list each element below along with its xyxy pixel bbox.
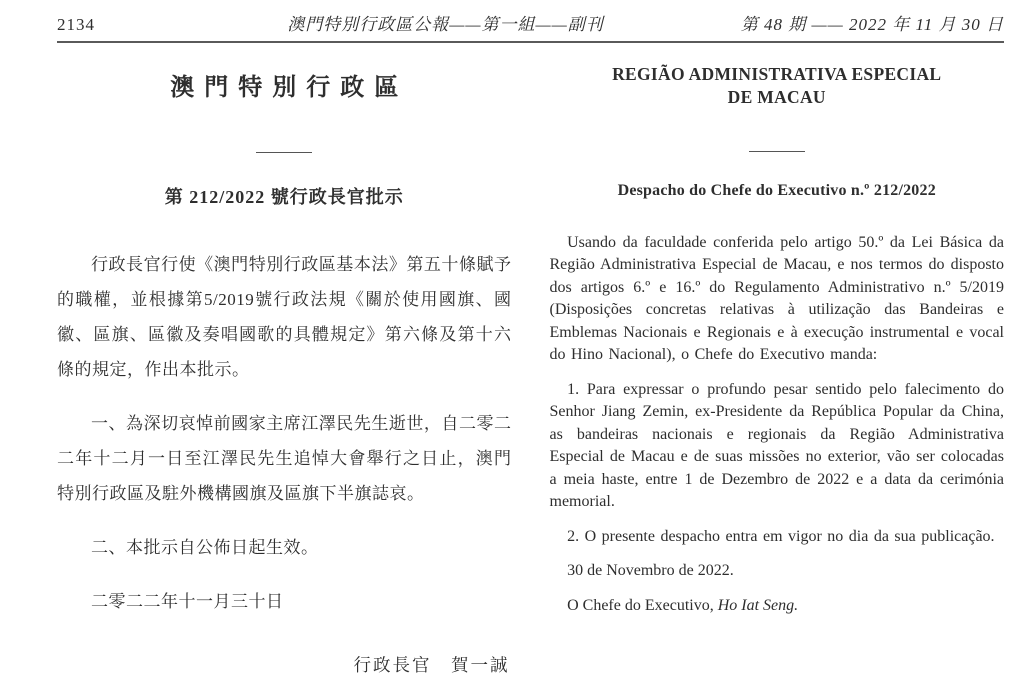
signature-role: O Chefe do Executivo, — [567, 596, 718, 614]
portuguese-column — [550, 59, 1005, 677]
document-date-zh: 二零二二年十一月三十日 — [91, 592, 284, 611]
order-heading-pt: Despacho do Chefe do Executivo n.º 212/2022 — [617, 181, 936, 199]
section-divider — [749, 151, 805, 152]
region-title-pt-line2: DE MACAU — [727, 86, 826, 107]
paragraph: Usando da faculdade conferida pelo artigo 50.º da Lei Básica da Região Administrativa Especial de Macau, e nos termos do disposto dos artigos 6.º e 16.º do Regulamento Administrativo n.º 5/2019 (Disposições concretas relativas à utilização das Bandeiras e Emblemas Nacionais e Regionais e à execução instrumental e vocal do Hino Nacional), o Chefe do Executivo manda: — [549, 233, 1004, 363]
page-header — [57, 10, 1004, 39]
document-date-pt: 30 de Novembro de 2022. — [567, 562, 734, 579]
paragraph: 2. O presente despacho entra em vigor no dia da sua publicação. — [567, 527, 995, 545]
signature-pt — [550, 595, 1005, 618]
header-rule — [57, 41, 1004, 43]
paragraph: 一、為深切哀悼前國家主席江澤民先生逝世，自二零二二年十二月一日至江澤民先生追悼大會舉行之日止，澳門特別行政區及駐外機構國旗及區旗下半旗誌哀。 — [57, 414, 512, 503]
order-heading-zh: 第 212/2022 號行政長官批示 — [164, 187, 404, 207]
page-number: 2134 — [57, 15, 95, 34]
chinese-column — [57, 59, 512, 677]
journal-title: 澳門特別行政區公報——第一組——副刊 — [287, 15, 604, 34]
portuguese-body — [550, 232, 1005, 618]
paragraph: 行政長官行使《澳門特別行政區基本法》第五十條賦予的職權，並根據第5/2019號行政法規《關於使用國旗、國徽、區旗、區徽及奏唱國歌的具體規定》第六條及第十六條的規定，作出本批示。 — [57, 255, 512, 379]
signature-zh: 行政長官 賀一誠 — [353, 655, 510, 675]
paragraph: 二、本批示自公佈日起生效。 — [91, 538, 319, 557]
region-title-pt-line1: REGIÃO ADMINISTRATIVA ESPECIAL — [612, 64, 942, 84]
paragraph: 1. Para expressar o profundo pesar sentido pelo falecimento do Senhor Jiang Zemin, ex-Presidente da República Popular da China, as bandeiras nacionais e regionais da Região Administrativa Especial de Macau e de suas missões no exterior, vão ser colocadas a meia haste, entre 1 de Dezembro de 2022 e a data da cerimónia memorial. — [549, 380, 1004, 510]
section-divider — [256, 152, 312, 153]
region-title-pt — [550, 63, 1005, 109]
document-columns — [57, 59, 1004, 677]
chinese-body — [57, 247, 512, 677]
region-title-zh: 澳門特別行政區 — [170, 75, 409, 101]
signature-name: Ho Iat Seng. — [717, 596, 799, 614]
issue-info: 第 48 期 —— 2022 年 11 月 30 日 — [740, 15, 1004, 34]
